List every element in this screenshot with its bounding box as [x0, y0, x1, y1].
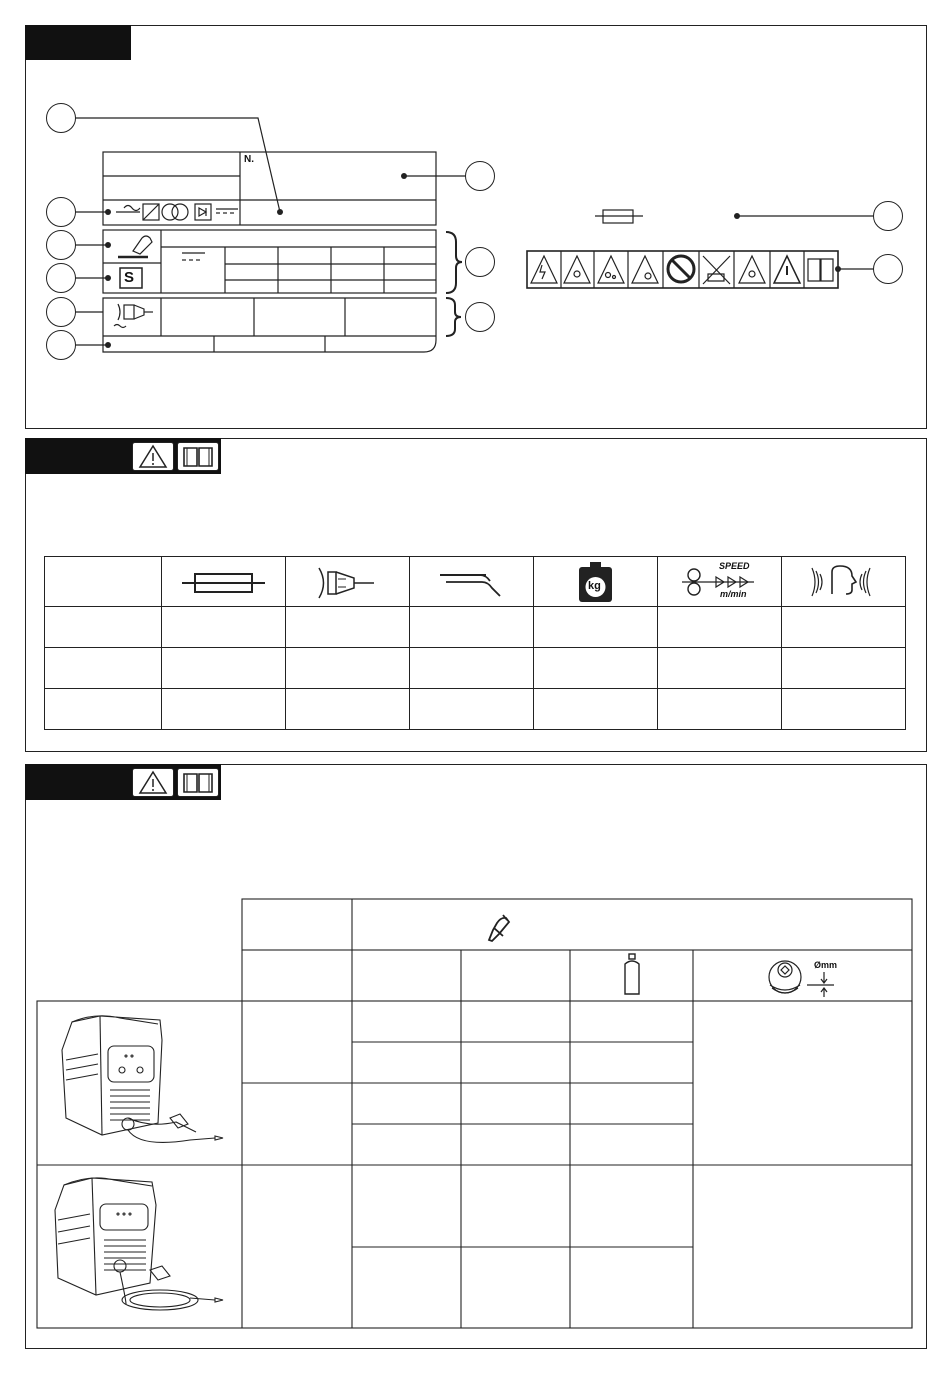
speed-label: SPEED	[719, 561, 750, 571]
welding-torch-icon	[489, 915, 509, 941]
s-symbol: S	[124, 269, 135, 286]
wire-diameter-label: Ømm	[814, 960, 838, 970]
welder-machine-illustration-1	[62, 1016, 223, 1143]
weight-unit: kg	[588, 580, 601, 592]
welder-machine-illustration-2	[55, 1178, 223, 1310]
serial-number-label: N.	[244, 154, 254, 165]
speed-unit: m/min	[720, 589, 747, 599]
gas-bottle-icon	[625, 954, 639, 994]
